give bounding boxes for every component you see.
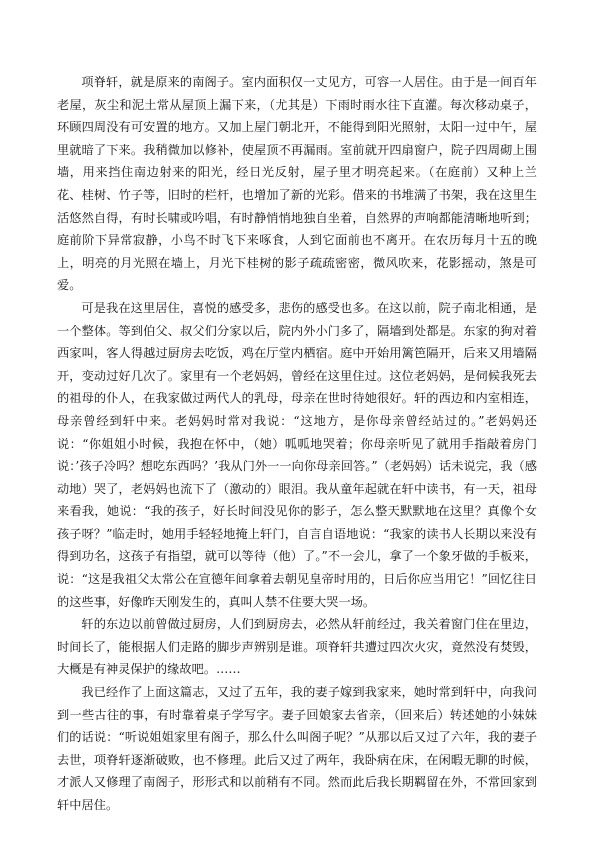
paragraph-2: 可是我在这里居住，喜悦的感受多，悲伤的感受也多。在这以前，院子南北相通，是一个整体。等到伯父、叔父们分家以后，院内外小门多了，隔墙到处都是。东家的狗对着西家叫，客人得越过厨房去吃饭，鸡在厅堂内栖宿。庭中开始用篱笆隔开，后来又用墙隔开，变动过好几次了。家里有一个老妈妈，曾经在这里住过。这位老妈妈，是伺候我死去的祖母的仆人，在我家做过两代人的乳母，母亲在世时待她很好。轩的西边和内室相连，母亲曾经到轩中来。老妈妈时常对我说：“这地方，是你母亲曾经站过的。”老妈妈还说：“你姐姐小时候，我抱在怀中，（她）呱呱地哭着；你母亲听见了就用手指敲着房门说：’孩子冷吗？想吃东西吗？’我从门外一一向你母亲回答。”（老妈妈）话未说完，我（感动地）哭了，老妈妈也流下了（激动的）眼泪。我从童年起就在轩中读书，有一天，祖母来看我，她说：“我的孩子，好长时间没见你的影子，怎么整天默默地在这里？真像个女孩子呀？”临走时，她用手轻轻地掩上轩门，自言自语地说：“我家的读书人长期以来没有得到功名，这孩子有指望，就可以等待（他）了。”不一会儿，拿了一个象牙做的手板来，说：“这是我祖父太常公在宣德年间拿着去朝见皇帝时用的，日后你应当用它！”回忆往日的这些事，好像昨天刚发生的，真叫人禁不住要大哭一场。 — [57, 300, 537, 609]
paragraph-1: 项脊轩，就是原来的南阁子。室内面积仅一丈见方，可容一人居住。由于是一间百年老屋，灰尘和泥土常从屋顶上漏下来，（尤其是）下雨时雨水往下直灌。每次移动桌子，环顾四周没有可安置的地方。又加上屋门朝北开，不能得到阳光照射，太阳一过中午，屋里就暗了下来。我稍微加以修补，使屋顶不再漏雨。室前就开四扇窗户，院子四周砌上围墙，用来挡住南边射来的阳光，经日光反射，屋子里才明亮起来。（在庭前）又种上兰花、桂树、竹子等，旧时的栏杆，也增加了新的光彩。借来的书堆满了书架，我在这里生活悠然自得，有时长啸或吟唱，有时静悄悄地独自坐着，自然界的声响都能清晰地听到；庭前阶下异常寂静，小鸟不时飞下来啄食，人到它面前也不离开。在农历每月十五的晚上，明亮的月光照在墙上，月光下桂树的影子疏疏密密，微风吹来，花影摇动，煞是可爱。 — [57, 75, 537, 293]
paragraph-3: 轩的东边以前曾做过厨房，人们到厨房去，必然从轩前经过，我关着窗门住在里边，时间长了，能根据人们走路的脚步声辨别是谁。项脊轩共遭过四次火灾，竟然没有焚毁，大概是有神灵保护的缘故吧。…… — [57, 617, 537, 677]
paragraph-4: 我已经作了上面这篇志，又过了五年，我的妻子嫁到我家来，她时常到轩中，向我问到一些古往的事，有时靠着桌子学写字。妻子回娘家去省亲，（回来后）转述她的小妹妹们的话说：“听说姐姐家里有阁子，那么什么叫阁子呢？”从那以后又过了六年，我的妻子去世，项脊轩逐渐破败，也不修理。此后又过了两年，我卧病在床，在闲暇无聊的时候，才派人又修理了南阁子，形形式和以前稍有不同。然而此后我长期羁留在外，不常回家到轩中居住。 — [57, 685, 537, 812]
document-body — [57, 71, 537, 817]
